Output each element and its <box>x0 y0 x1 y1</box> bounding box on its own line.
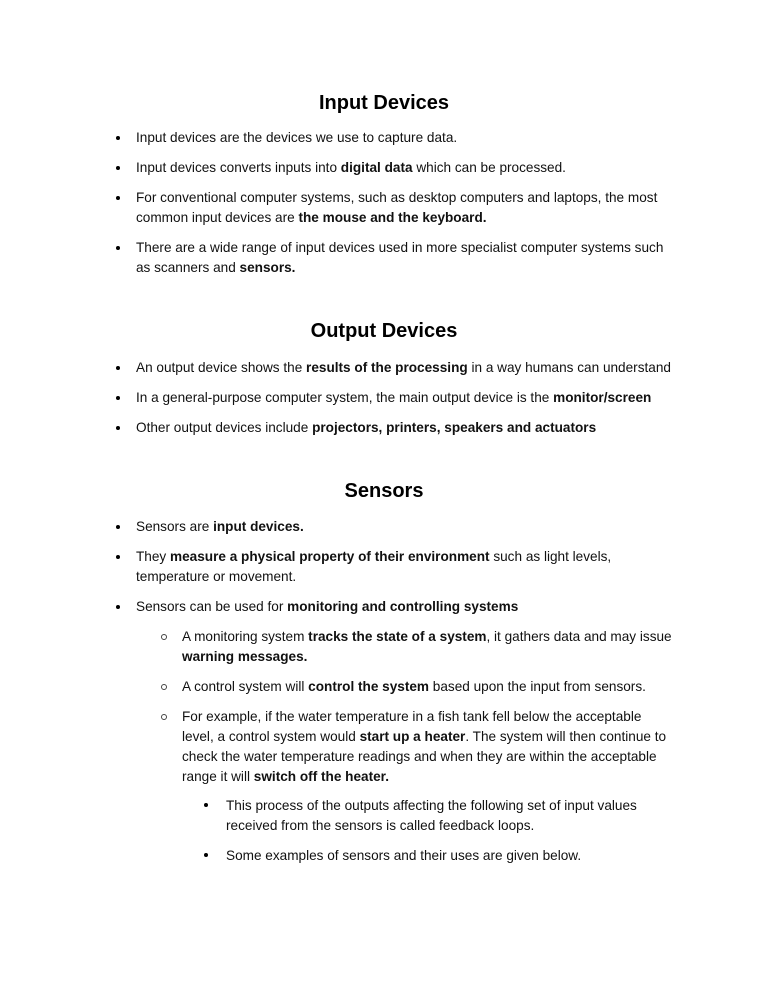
bold-text: sensors. <box>239 260 296 275</box>
text: A monitoring system <box>182 629 309 644</box>
list-item <box>136 238 676 278</box>
list-item <box>226 796 676 836</box>
list-item <box>182 627 676 667</box>
text: Other output devices include <box>136 420 313 435</box>
list-item <box>136 128 676 148</box>
bold-text: warning messages. <box>182 649 308 664</box>
section-title-sensors: Sensors <box>344 480 424 502</box>
text: in a way humans can understand <box>467 360 671 375</box>
bold-text: switch off the heater. <box>253 769 389 784</box>
list-item <box>136 547 676 587</box>
text: This process of the outputs affecting the following set of input values received from the sensors is called feedback loops. <box>226 798 641 833</box>
list-item <box>182 707 676 787</box>
bold-text: digital data <box>340 160 413 175</box>
bold-text: projectors, printers, speakers and actuators <box>312 420 597 435</box>
text: Sensors are <box>136 519 214 534</box>
text: In a general-purpose computer system, the main output device is the <box>136 390 554 405</box>
output-devices-list <box>136 358 676 448</box>
text: They <box>136 549 170 564</box>
list-item <box>136 188 676 228</box>
text: based upon the input from sensors. <box>429 679 646 694</box>
bold-text: start up a heater <box>359 729 466 744</box>
bold-text: tracks the state of a system <box>308 629 487 644</box>
text: There are a wide range of input devices used in more specialist computer systems such as scanners and <box>136 240 668 275</box>
list-item <box>136 388 676 408</box>
sensors-list <box>136 517 676 627</box>
bold-text: results of the processing <box>306 360 468 375</box>
bold-text: input devices. <box>213 519 304 534</box>
text: such as light levels, temperature or movement. <box>136 549 615 584</box>
text: Sensors can be used for <box>136 599 288 614</box>
text: Input devices are the devices we use to capture data. <box>136 130 458 145</box>
text: For example, if the water temperature in a fish tank fell below the acceptable level, a control system would <box>182 709 646 744</box>
text: Input devices converts inputs into <box>136 160 341 175</box>
bold-text: monitoring and controlling systems <box>287 599 519 614</box>
list-item <box>136 517 676 537</box>
feedback-sublist <box>226 796 676 876</box>
bold-text: monitor/screen <box>553 390 652 405</box>
text: , it gathers data and may issue <box>486 629 676 644</box>
list-item <box>136 418 676 438</box>
text: Some examples of sensors and their uses are given below. <box>226 848 582 863</box>
list-item <box>182 677 676 697</box>
list-item <box>136 597 676 617</box>
list-item <box>136 158 676 178</box>
section-title-input-devices: Input Devices <box>318 92 450 114</box>
text: A control system will <box>182 679 309 694</box>
bold-text: control the system <box>308 679 430 694</box>
section-title-output-devices: Output Devices <box>310 320 458 342</box>
text: . The system will then continue to check the water temperature readings and when they are within the acceptable range it will <box>182 729 670 784</box>
list-item <box>226 846 676 866</box>
list-item <box>136 358 676 378</box>
bold-text: the mouse and the keyboard. <box>298 210 487 225</box>
text: which can be processed. <box>412 160 566 175</box>
text: An output device shows the <box>136 360 307 375</box>
text: For conventional computer systems, such as desktop computers and laptops, the most common input devices are <box>136 190 662 225</box>
input-devices-list <box>136 128 676 288</box>
bold-text: measure a physical property of their environment <box>170 549 490 564</box>
sensors-sublist <box>182 627 676 797</box>
